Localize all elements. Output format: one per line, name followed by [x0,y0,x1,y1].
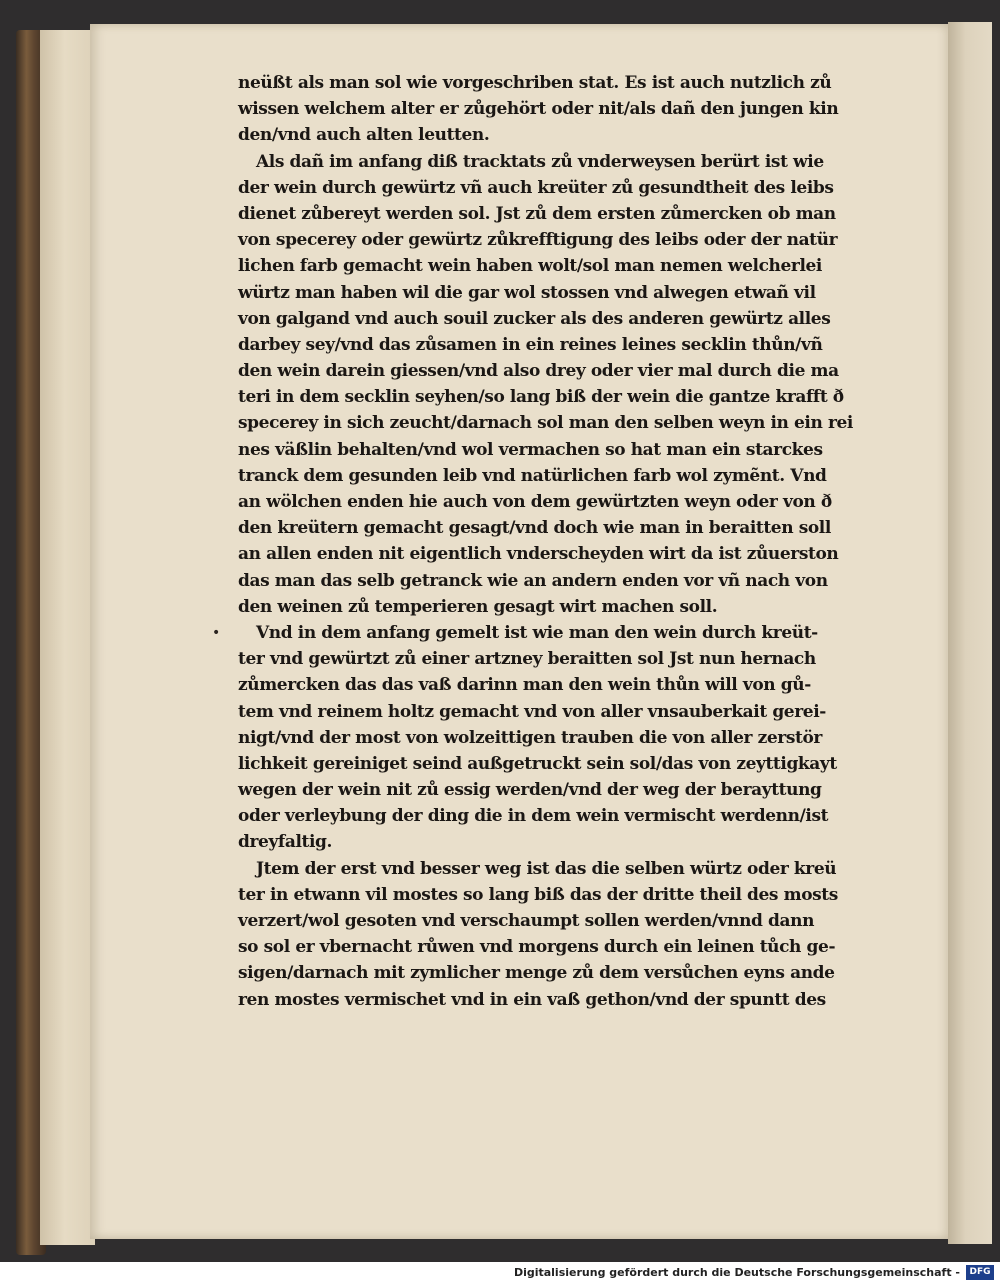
text-line: verzert/wol gesoten vnd verschaumpt sollen werden/vnnd dann [238,911,815,931]
text-line: dreyfaltig. [238,832,333,853]
text-line: Jtem der erst vnd besser weg ist das die selben würtz oder kreü [256,858,837,879]
text-line: ter vnd gewürtzt zů einer artzney beraitten sol Jst nun hernach [238,649,816,670]
text-line: von galgand vnd auch souil zucker als des anderen gewürtz alles [238,308,831,329]
text-line: an allen enden nit eigentlich vnderscheyden wirt da ist zůuerston [238,544,839,565]
footer-credit: Digitalisierung gefördert durch die Deutsche Forschungsgemeinschaft - [513,1266,960,1279]
text-line: lichkeit gereiniget seind außgetruckt sein sol/das von zeyttigkayt [238,753,837,774]
text-line: oder verleybung der ding die in dem wein vermischt werdenn/ist [238,806,829,827]
text-line: Als dañ im anfang diß tracktats zů vnderweysen berürt ist wie [256,151,824,172]
text-line: nes väßlin behalten/vnd wol vermachen so hat man ein starckes [238,439,823,460]
text-line: specerey in sich zeucht/darnach sol man den selben weyn in ein rei [238,413,853,434]
text-line: an wölchen enden hie auch von dem gewürtzten weyn oder von ð [238,492,832,512]
text-line: nigt/vnd der most von wolzeittigen trauben die von aller zerstör [238,727,822,748]
text-line: dienet zůbereyt werden sol. Jst zů dem ersten zůmercken ob man [238,203,836,224]
text-line: neüßt als man sol wie vorgeschriben stat. Es ist auch nutzlich zů [238,73,832,93]
text-line: lichen farb gemacht wein haben wolt/sol man nemen welcherlei [238,256,822,277]
text-line: würtz man haben wil die gar wol stossen vnd alwegen etwañ vil [238,282,816,303]
facing-page-edge [948,22,992,1244]
text-line: den kreütern gemacht gesagt/vnd doch wie man in beraitten soll [238,518,831,539]
text-line: tranck dem gesunden leib vnd natürlichen farb wol zymẽnt. Vnd [238,465,827,486]
text-line: wegen der wein nit zů essig werden/vnd der weg der berayttung [238,780,822,801]
page-stack-edge [40,30,95,1245]
text-line: der wein durch gewürtz vñ auch kreüter zů gesundtheit des leibs [238,177,834,198]
text-line: so sol er vbernacht růwen vnd morgens durch ein leinen tůch ge- [238,937,836,958]
text-line: den weinen zů temperieren gesagt wirt machen soll. [238,596,718,617]
text-line: zůmercken das das vaß darinn man den wein thůn will von gů- [238,675,811,696]
text-line: von specerey oder gewürtz zůkrefftigung des leibs oder der natür [238,230,838,251]
text-line: ter in etwann vil mostes so lang biß das der dritte theil des mosts [238,884,838,905]
blackletter-text-block [238,70,908,1013]
dfg-logo: DFG [966,1265,994,1280]
text-line: Vnd in dem anfang gemelt ist wie man den wein durch kreüt- [256,622,818,643]
margin-mark: • [212,625,221,641]
text-line: den wein darein giessen/vnd also drey oder vier mal durch die ma [238,361,839,382]
text-line: ren mostes vermischet vnd in ein vaß gethon/vnd der spuntt des [238,989,826,1010]
text-line: wissen welchem alter er zůgehört oder nit/als dañ den jungen kin [238,99,839,120]
text-line: tem vnd reinem holtz gemacht vnd von aller vnsauberkait gerei- [238,701,826,722]
text-line: das man das selb getranck wie an andern enden vor vñ nach von [238,570,828,591]
text-line: darbey sey/vnd das zůsamen in ein reines leines secklin thůn/vñ [238,334,823,355]
text-line: teri in dem secklin seyhen/so lang biß der wein die gantze krafft ð [238,387,844,408]
text-line: den/vnd auch alten leutten. [238,125,490,146]
text-line: sigen/darnach mit zymlicher menge zů dem versůchen eyns ande [238,963,835,984]
